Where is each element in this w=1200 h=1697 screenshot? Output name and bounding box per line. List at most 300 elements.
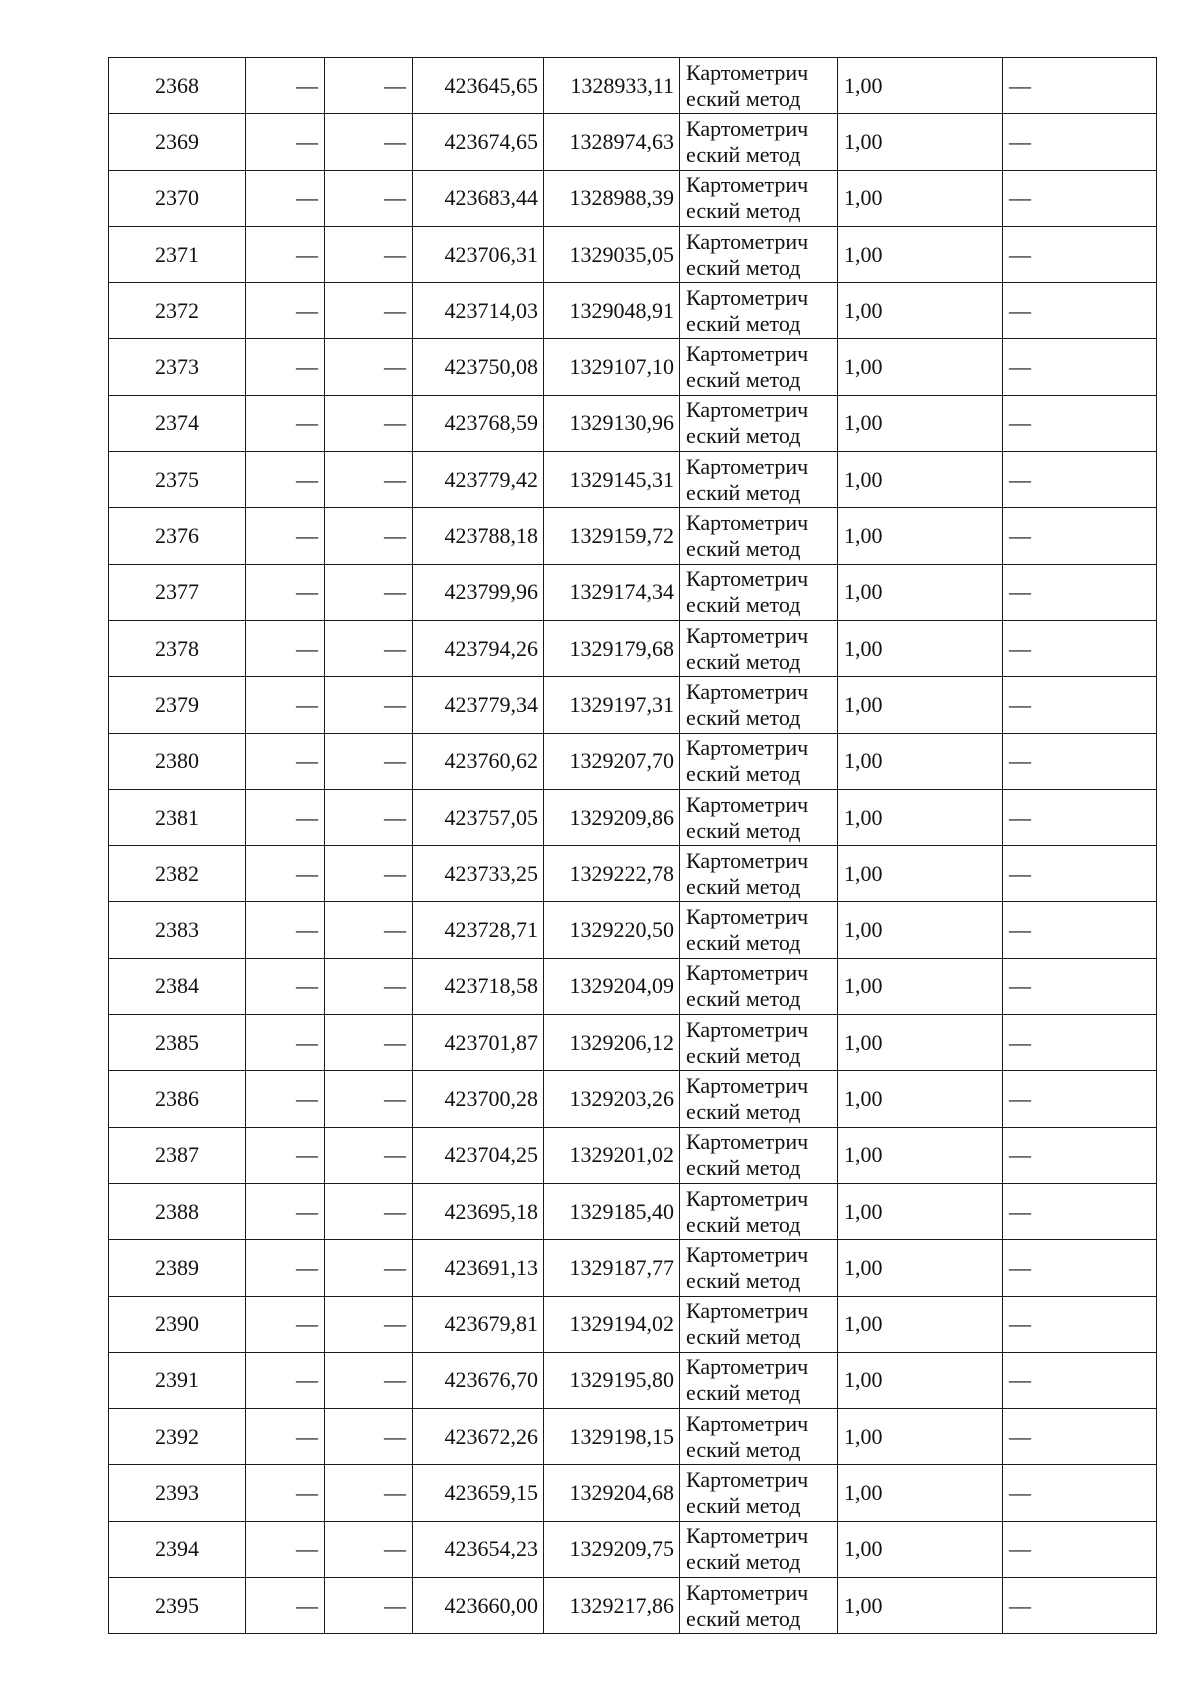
method-cell <box>680 58 838 114</box>
description-cell: — <box>1003 1240 1157 1296</box>
x-coordinate-cell: 423794,26 <box>413 620 544 676</box>
method-cell <box>680 114 838 170</box>
point-number-cell: 2380 <box>109 733 246 789</box>
accuracy-cell: 1,00 <box>838 114 1003 170</box>
method-cell <box>680 846 838 902</box>
point-number-cell: 2393 <box>109 1465 246 1521</box>
accuracy-cell: 1,00 <box>838 1240 1003 1296</box>
description-cell: — <box>1003 1183 1157 1239</box>
point-number-cell: 2390 <box>109 1296 246 1352</box>
method-text-line-1: Картометрич <box>686 1410 809 1436</box>
description-cell: — <box>1003 1521 1157 1577</box>
point-number-cell: 2377 <box>109 564 246 620</box>
method-cell <box>680 1015 838 1071</box>
accuracy-cell: 1,00 <box>838 339 1003 395</box>
accuracy-cell: 1,00 <box>838 1352 1003 1408</box>
accuracy-cell: 1,00 <box>838 1521 1003 1577</box>
point-number-cell: 2376 <box>109 508 246 564</box>
method-text-line-2: еский метод <box>686 704 801 730</box>
x-coordinate-cell: 423691,13 <box>413 1240 544 1296</box>
y-coordinate-cell: 1329222,78 <box>544 846 680 902</box>
method-text-line-2: еский метод <box>686 254 801 280</box>
table-row <box>109 58 1157 114</box>
y-coordinate-cell: 1329130,96 <box>544 395 680 451</box>
table-row <box>109 1521 1157 1577</box>
y-coordinate-cell: 1329179,68 <box>544 620 680 676</box>
point-number-cell: 2382 <box>109 846 246 902</box>
x-coordinate-cell: 423718,58 <box>413 958 544 1014</box>
accuracy-cell: 1,00 <box>838 1015 1003 1071</box>
y-coordinate-cell: 1329107,10 <box>544 339 680 395</box>
empty-dash-cell: — <box>325 339 413 395</box>
method-cell <box>680 958 838 1014</box>
point-number-cell: 2384 <box>109 958 246 1014</box>
method-text-line-2: еский метод <box>686 536 801 562</box>
empty-dash-cell: — <box>246 1015 325 1071</box>
method-text-line-1: Картометрич <box>686 1354 809 1380</box>
method-text-line-1: Картометрич <box>686 1016 809 1042</box>
point-number-cell: 2392 <box>109 1409 246 1465</box>
point-number-cell: 2389 <box>109 1240 246 1296</box>
y-coordinate-cell: 1329209,75 <box>544 1521 680 1577</box>
y-coordinate-cell: 1329185,40 <box>544 1183 680 1239</box>
method-text-line-2: еский метод <box>686 648 801 674</box>
empty-dash-cell: — <box>246 733 325 789</box>
empty-dash-cell: — <box>325 114 413 170</box>
method-text-line-1: Картометрич <box>686 1467 809 1493</box>
accuracy-cell: 1,00 <box>838 1071 1003 1127</box>
table-row <box>109 677 1157 733</box>
table-row <box>109 508 1157 564</box>
empty-dash-cell: — <box>325 1296 413 1352</box>
description-cell: — <box>1003 1127 1157 1183</box>
empty-dash-cell: — <box>246 395 325 451</box>
method-text-line-1: Картометрич <box>686 115 809 141</box>
table-row <box>109 339 1157 395</box>
empty-dash-cell: — <box>246 846 325 902</box>
point-number-cell: 2386 <box>109 1071 246 1127</box>
method-text-line-1: Картометрич <box>686 59 809 85</box>
point-number-cell: 2370 <box>109 170 246 226</box>
description-cell: — <box>1003 1352 1157 1408</box>
table-row <box>109 1015 1157 1071</box>
empty-dash-cell: — <box>325 452 413 508</box>
y-coordinate-cell: 1329194,02 <box>544 1296 680 1352</box>
x-coordinate-cell: 423799,96 <box>413 564 544 620</box>
method-cell <box>680 1296 838 1352</box>
x-coordinate-cell: 423659,15 <box>413 1465 544 1521</box>
method-cell <box>680 902 838 958</box>
method-text-line-1: Картометрич <box>686 1072 809 1098</box>
table-row <box>109 170 1157 226</box>
empty-dash-cell: — <box>246 1240 325 1296</box>
empty-dash-cell: — <box>246 226 325 282</box>
description-cell: — <box>1003 1071 1157 1127</box>
method-cell <box>680 339 838 395</box>
method-text-line-1: Картометрич <box>686 622 809 648</box>
method-cell <box>680 620 838 676</box>
accuracy-cell: 1,00 <box>838 1465 1003 1521</box>
method-text-line-1: Картометрич <box>686 1523 809 1549</box>
y-coordinate-cell: 1328974,63 <box>544 114 680 170</box>
empty-dash-cell: — <box>246 508 325 564</box>
method-text-line-1: Картометрич <box>686 904 809 930</box>
method-text-line-2: еский метод <box>686 1324 801 1350</box>
method-text-line-2: еский метод <box>686 141 801 167</box>
y-coordinate-cell: 1329159,72 <box>544 508 680 564</box>
method-text-line-1: Картометрич <box>686 228 809 254</box>
table-row <box>109 902 1157 958</box>
x-coordinate-cell: 423679,81 <box>413 1296 544 1352</box>
y-coordinate-cell: 1329197,31 <box>544 677 680 733</box>
y-coordinate-cell: 1328933,11 <box>544 58 680 114</box>
point-number-cell: 2369 <box>109 114 246 170</box>
point-number-cell: 2379 <box>109 677 246 733</box>
method-text-line-2: еский метод <box>686 1211 801 1237</box>
y-coordinate-cell: 1329204,09 <box>544 958 680 1014</box>
table-row <box>109 846 1157 902</box>
table-row <box>109 452 1157 508</box>
method-cell <box>680 226 838 282</box>
method-text-line-2: еский метод <box>686 986 801 1012</box>
method-cell <box>680 1071 838 1127</box>
accuracy-cell: 1,00 <box>838 902 1003 958</box>
method-text-line-1: Картометрич <box>686 172 809 198</box>
description-cell: — <box>1003 395 1157 451</box>
empty-dash-cell: — <box>325 620 413 676</box>
x-coordinate-cell: 423660,00 <box>413 1578 544 1634</box>
point-number-cell: 2368 <box>109 58 246 114</box>
y-coordinate-cell: 1329206,12 <box>544 1015 680 1071</box>
accuracy-cell: 1,00 <box>838 1183 1003 1239</box>
empty-dash-cell: — <box>246 283 325 339</box>
empty-dash-cell: — <box>246 452 325 508</box>
description-cell: — <box>1003 58 1157 114</box>
description-cell: — <box>1003 789 1157 845</box>
method-text-line-1: Картометрич <box>686 1129 809 1155</box>
description-cell: — <box>1003 114 1157 170</box>
method-cell <box>680 789 838 845</box>
description-cell: — <box>1003 508 1157 564</box>
empty-dash-cell: — <box>325 1183 413 1239</box>
method-text-line-2: еский метод <box>686 479 801 505</box>
description-cell: — <box>1003 846 1157 902</box>
point-number-cell: 2385 <box>109 1015 246 1071</box>
method-text-line-2: еский метод <box>686 930 801 956</box>
method-text-line-2: еский метод <box>686 592 801 618</box>
method-text-line-1: Картометрич <box>686 1241 809 1267</box>
method-cell <box>680 564 838 620</box>
point-number-cell: 2388 <box>109 1183 246 1239</box>
method-cell <box>680 170 838 226</box>
x-coordinate-cell: 423768,59 <box>413 395 544 451</box>
empty-dash-cell: — <box>246 1183 325 1239</box>
description-cell: — <box>1003 620 1157 676</box>
method-cell <box>680 1409 838 1465</box>
point-number-cell: 2374 <box>109 395 246 451</box>
x-coordinate-cell: 423695,18 <box>413 1183 544 1239</box>
accuracy-cell: 1,00 <box>838 226 1003 282</box>
method-text-line-1: Картометрич <box>686 1185 809 1211</box>
empty-dash-cell: — <box>325 1409 413 1465</box>
method-text-line-2: еский метод <box>686 817 801 843</box>
empty-dash-cell: — <box>246 902 325 958</box>
table-row <box>109 564 1157 620</box>
method-text-line-1: Картометрич <box>686 397 809 423</box>
method-text-line-2: еский метод <box>686 85 801 111</box>
accuracy-cell: 1,00 <box>838 170 1003 226</box>
empty-dash-cell: — <box>246 1465 325 1521</box>
empty-dash-cell: — <box>325 1578 413 1634</box>
point-number-cell: 2375 <box>109 452 246 508</box>
accuracy-cell: 1,00 <box>838 452 1003 508</box>
empty-dash-cell: — <box>325 1127 413 1183</box>
y-coordinate-cell: 1329220,50 <box>544 902 680 958</box>
empty-dash-cell: — <box>325 508 413 564</box>
table-row <box>109 1465 1157 1521</box>
y-coordinate-cell: 1329195,80 <box>544 1352 680 1408</box>
method-text-line-2: еский метод <box>686 1380 801 1406</box>
method-cell <box>680 283 838 339</box>
x-coordinate-cell: 423654,23 <box>413 1521 544 1577</box>
description-cell: — <box>1003 1015 1157 1071</box>
method-cell <box>680 1578 838 1634</box>
y-coordinate-cell: 1329145,31 <box>544 452 680 508</box>
description-cell: — <box>1003 452 1157 508</box>
accuracy-cell: 1,00 <box>838 1296 1003 1352</box>
method-text-line-2: еский метод <box>686 1155 801 1181</box>
point-number-cell: 2373 <box>109 339 246 395</box>
empty-dash-cell: — <box>246 114 325 170</box>
method-cell <box>680 395 838 451</box>
point-number-cell: 2381 <box>109 789 246 845</box>
description-cell: — <box>1003 677 1157 733</box>
x-coordinate-cell: 423701,87 <box>413 1015 544 1071</box>
empty-dash-cell: — <box>325 1352 413 1408</box>
table-row <box>109 1352 1157 1408</box>
description-cell: — <box>1003 733 1157 789</box>
y-coordinate-cell: 1329217,86 <box>544 1578 680 1634</box>
empty-dash-cell: — <box>325 1071 413 1127</box>
table-row <box>109 1296 1157 1352</box>
method-text-line-1: Картометрич <box>686 341 809 367</box>
empty-dash-cell: — <box>325 170 413 226</box>
table-row <box>109 1409 1157 1465</box>
x-coordinate-cell: 423757,05 <box>413 789 544 845</box>
method-cell <box>680 452 838 508</box>
empty-dash-cell: — <box>325 564 413 620</box>
empty-dash-cell: — <box>246 339 325 395</box>
empty-dash-cell: — <box>325 283 413 339</box>
y-coordinate-cell: 1329204,68 <box>544 1465 680 1521</box>
method-cell <box>680 1521 838 1577</box>
method-text-line-1: Картометрич <box>686 791 809 817</box>
description-cell: — <box>1003 1409 1157 1465</box>
empty-dash-cell: — <box>325 958 413 1014</box>
x-coordinate-cell: 423728,71 <box>413 902 544 958</box>
method-text-line-2: еский метод <box>686 310 801 336</box>
method-text-line-1: Картометрич <box>686 960 809 986</box>
empty-dash-cell: — <box>246 1521 325 1577</box>
accuracy-cell: 1,00 <box>838 1578 1003 1634</box>
method-text-line-1: Картометрич <box>686 1298 809 1324</box>
description-cell: — <box>1003 1296 1157 1352</box>
method-text-line-2: еский метод <box>686 1549 801 1575</box>
description-cell: — <box>1003 958 1157 1014</box>
empty-dash-cell: — <box>325 677 413 733</box>
point-number-cell: 2395 <box>109 1578 246 1634</box>
method-text-line-2: еский метод <box>686 1436 801 1462</box>
method-text-line-1: Картометрич <box>686 735 809 761</box>
y-coordinate-cell: 1329035,05 <box>544 226 680 282</box>
method-text-line-2: еский метод <box>686 423 801 449</box>
accuracy-cell: 1,00 <box>838 508 1003 564</box>
table-row <box>109 958 1157 1014</box>
y-coordinate-cell: 1329174,34 <box>544 564 680 620</box>
table-row <box>109 733 1157 789</box>
description-cell: — <box>1003 902 1157 958</box>
accuracy-cell: 1,00 <box>838 789 1003 845</box>
table-row <box>109 395 1157 451</box>
empty-dash-cell: — <box>246 1296 325 1352</box>
accuracy-cell: 1,00 <box>838 564 1003 620</box>
empty-dash-cell: — <box>246 620 325 676</box>
y-coordinate-cell: 1329203,26 <box>544 1071 680 1127</box>
method-text-line-2: еский метод <box>686 1267 801 1293</box>
x-coordinate-cell: 423760,62 <box>413 733 544 789</box>
method-text-line-2: еский метод <box>686 198 801 224</box>
x-coordinate-cell: 423683,44 <box>413 170 544 226</box>
empty-dash-cell: — <box>325 1240 413 1296</box>
method-cell <box>680 1465 838 1521</box>
table-row <box>109 1578 1157 1634</box>
method-text-line-1: Картометрич <box>686 678 809 704</box>
empty-dash-cell: — <box>246 1578 325 1634</box>
x-coordinate-cell: 423750,08 <box>413 339 544 395</box>
method-text-line-2: еский метод <box>686 761 801 787</box>
accuracy-cell: 1,00 <box>838 846 1003 902</box>
description-cell: — <box>1003 226 1157 282</box>
method-text-line-1: Картометрич <box>686 284 809 310</box>
method-text-line-1: Картометрич <box>686 566 809 592</box>
x-coordinate-cell: 423700,28 <box>413 1071 544 1127</box>
empty-dash-cell: — <box>246 170 325 226</box>
empty-dash-cell: — <box>246 958 325 1014</box>
accuracy-cell: 1,00 <box>838 283 1003 339</box>
point-number-cell: 2378 <box>109 620 246 676</box>
y-coordinate-cell: 1329207,70 <box>544 733 680 789</box>
y-coordinate-cell: 1329209,86 <box>544 789 680 845</box>
method-cell <box>680 1240 838 1296</box>
method-text-line-2: еский метод <box>686 1605 801 1631</box>
x-coordinate-cell: 423779,42 <box>413 452 544 508</box>
table-row <box>109 789 1157 845</box>
x-coordinate-cell: 423672,26 <box>413 1409 544 1465</box>
accuracy-cell: 1,00 <box>838 677 1003 733</box>
table-row <box>109 1071 1157 1127</box>
empty-dash-cell: — <box>325 1465 413 1521</box>
description-cell: — <box>1003 1578 1157 1634</box>
empty-dash-cell: — <box>246 1071 325 1127</box>
method-cell <box>680 1183 838 1239</box>
empty-dash-cell: — <box>246 1409 325 1465</box>
description-cell: — <box>1003 170 1157 226</box>
point-number-cell: 2391 <box>109 1352 246 1408</box>
coordinates-table <box>108 57 1157 1634</box>
empty-dash-cell: — <box>325 789 413 845</box>
accuracy-cell: 1,00 <box>838 395 1003 451</box>
empty-dash-cell: — <box>246 789 325 845</box>
accuracy-cell: 1,00 <box>838 58 1003 114</box>
description-cell: — <box>1003 283 1157 339</box>
point-number-cell: 2372 <box>109 283 246 339</box>
x-coordinate-cell: 423676,70 <box>413 1352 544 1408</box>
empty-dash-cell: — <box>246 677 325 733</box>
table-row <box>109 620 1157 676</box>
empty-dash-cell: — <box>325 395 413 451</box>
empty-dash-cell: — <box>325 226 413 282</box>
method-text-line-2: еский метод <box>686 873 801 899</box>
x-coordinate-cell: 423779,34 <box>413 677 544 733</box>
empty-dash-cell: — <box>325 902 413 958</box>
accuracy-cell: 1,00 <box>838 1409 1003 1465</box>
point-number-cell: 2387 <box>109 1127 246 1183</box>
x-coordinate-cell: 423704,25 <box>413 1127 544 1183</box>
empty-dash-cell: — <box>325 733 413 789</box>
method-cell <box>680 1352 838 1408</box>
y-coordinate-cell: 1328988,39 <box>544 170 680 226</box>
description-cell: — <box>1003 564 1157 620</box>
y-coordinate-cell: 1329201,02 <box>544 1127 680 1183</box>
empty-dash-cell: — <box>246 1127 325 1183</box>
description-cell: — <box>1003 1465 1157 1521</box>
method-text-line-1: Картометрич <box>686 1579 809 1605</box>
method-cell <box>680 677 838 733</box>
accuracy-cell: 1,00 <box>838 620 1003 676</box>
empty-dash-cell: — <box>246 564 325 620</box>
method-cell <box>680 733 838 789</box>
method-text-line-1: Картометрич <box>686 510 809 536</box>
empty-dash-cell: — <box>246 1352 325 1408</box>
y-coordinate-cell: 1329187,77 <box>544 1240 680 1296</box>
accuracy-cell: 1,00 <box>838 1127 1003 1183</box>
x-coordinate-cell: 423788,18 <box>413 508 544 564</box>
coordinates-table-body <box>109 58 1157 1634</box>
method-text-line-1: Картометрич <box>686 847 809 873</box>
table-row <box>109 1183 1157 1239</box>
x-coordinate-cell: 423674,65 <box>413 114 544 170</box>
empty-dash-cell: — <box>325 1015 413 1071</box>
table-row <box>109 1240 1157 1296</box>
description-cell: — <box>1003 339 1157 395</box>
method-text-line-2: еский метод <box>686 1493 801 1519</box>
empty-dash-cell: — <box>325 1521 413 1577</box>
point-number-cell: 2383 <box>109 902 246 958</box>
method-cell <box>680 508 838 564</box>
y-coordinate-cell: 1329048,91 <box>544 283 680 339</box>
table-row <box>109 226 1157 282</box>
empty-dash-cell: — <box>325 58 413 114</box>
x-coordinate-cell: 423733,25 <box>413 846 544 902</box>
table-row <box>109 283 1157 339</box>
table-row <box>109 114 1157 170</box>
method-text-line-2: еский метод <box>686 1098 801 1124</box>
point-number-cell: 2394 <box>109 1521 246 1577</box>
x-coordinate-cell: 423706,31 <box>413 226 544 282</box>
x-coordinate-cell: 423645,65 <box>413 58 544 114</box>
accuracy-cell: 1,00 <box>838 958 1003 1014</box>
method-text-line-2: еский метод <box>686 1042 801 1068</box>
